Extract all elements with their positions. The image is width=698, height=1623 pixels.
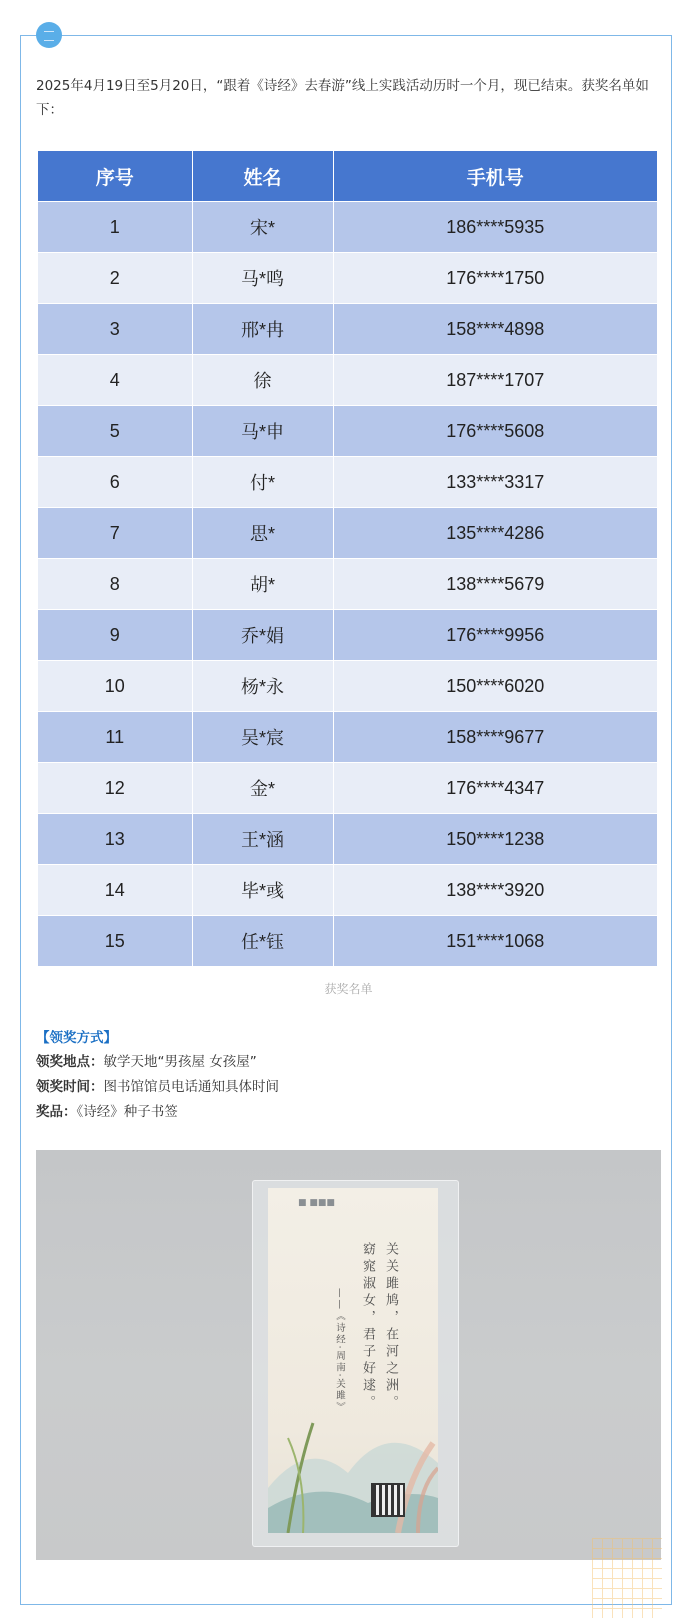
header-name: 姓名 xyxy=(192,151,333,202)
award-prize-value: 《诗经》种子书签 xyxy=(76,1104,178,1120)
cell-name: 胡* xyxy=(192,559,333,610)
cell-phone: 187****1707 xyxy=(333,355,657,406)
table-row xyxy=(38,457,657,508)
bookmark-poem-line2: 窈窕淑女，君子好逑。 xyxy=(360,1242,375,1412)
table-row xyxy=(38,559,657,610)
award-place-label: 领奖地点： xyxy=(36,1054,104,1070)
header-phone: 手机号 xyxy=(333,151,657,202)
cell-index: 2 xyxy=(38,253,192,304)
table-header-row xyxy=(38,151,657,202)
cell-index: 9 xyxy=(38,610,192,661)
award-time xyxy=(36,1075,279,1095)
cell-index: 10 xyxy=(38,661,192,712)
award-prize-label: 奖品： xyxy=(36,1104,77,1120)
cell-name: 毕*彧 xyxy=(192,865,333,916)
table-row xyxy=(38,202,657,253)
cell-index: 8 xyxy=(38,559,192,610)
table-caption: 获奖名单 xyxy=(324,982,373,996)
table-row xyxy=(38,508,657,559)
cell-phone: 135****4286 xyxy=(333,508,657,559)
bookmark-card xyxy=(268,1188,438,1533)
table-row xyxy=(38,712,657,763)
header-index: 序号 xyxy=(38,151,192,202)
cell-phone: 176****9956 xyxy=(333,610,657,661)
bookmark-brand-mark: ■ ■■■ xyxy=(298,1198,335,1208)
bookmark-illustration xyxy=(268,1188,438,1533)
cell-index: 6 xyxy=(38,457,192,508)
table-row xyxy=(38,406,657,457)
cell-index: 15 xyxy=(38,916,192,967)
corner-grid-decoration xyxy=(592,1538,662,1618)
cell-name: 邢*冉 xyxy=(192,304,333,355)
cell-index: 5 xyxy=(38,406,192,457)
cell-phone: 176****5608 xyxy=(333,406,657,457)
corner-dot-icon xyxy=(36,22,62,48)
cell-phone: 138****5679 xyxy=(333,559,657,610)
qr-code-icon xyxy=(371,1483,405,1517)
table-row xyxy=(38,916,657,967)
table-row xyxy=(38,814,657,865)
cell-name: 任*钰 xyxy=(192,916,333,967)
winner-table xyxy=(38,151,657,967)
award-place xyxy=(36,1050,257,1070)
award-place-value: 敏学天地“男孩屋 女孩屋” xyxy=(103,1054,257,1070)
table-row xyxy=(38,661,657,712)
cell-phone: 150****1238 xyxy=(333,814,657,865)
cell-index: 1 xyxy=(38,202,192,253)
table-row xyxy=(38,304,657,355)
cell-index: 13 xyxy=(38,814,192,865)
cell-name: 马*申 xyxy=(192,406,333,457)
cell-index: 3 xyxy=(38,304,192,355)
award-time-label: 领奖时间： xyxy=(36,1079,104,1095)
award-time-value: 图书馆馆员电话通知具体时间 xyxy=(103,1079,279,1095)
table-row xyxy=(38,355,657,406)
cell-name: 付* xyxy=(192,457,333,508)
cell-index: 11 xyxy=(38,712,192,763)
cell-index: 4 xyxy=(38,355,192,406)
bookmark-photo xyxy=(36,1150,661,1560)
cell-phone: 150****6020 xyxy=(333,661,657,712)
award-section-title: 【领奖方式】 xyxy=(36,1030,117,1046)
award-prize xyxy=(36,1100,178,1120)
cell-index: 12 xyxy=(38,763,192,814)
cell-phone: 151****1068 xyxy=(333,916,657,967)
cell-name: 徐 xyxy=(192,355,333,406)
cell-name: 王*涵 xyxy=(192,814,333,865)
cell-name: 杨*永 xyxy=(192,661,333,712)
cell-index: 7 xyxy=(38,508,192,559)
cell-name: 吴*宸 xyxy=(192,712,333,763)
bookmark-poem-line1: 关关雎鸠，在河之洲。 xyxy=(383,1242,398,1412)
cell-name: 宋* xyxy=(192,202,333,253)
cell-phone: 133****3317 xyxy=(333,457,657,508)
cell-phone: 186****5935 xyxy=(333,202,657,253)
cell-name: 金* xyxy=(192,763,333,814)
cell-name: 乔*娟 xyxy=(192,610,333,661)
table-row xyxy=(38,253,657,304)
cell-phone: 158****4898 xyxy=(333,304,657,355)
cell-phone: 138****3920 xyxy=(333,865,657,916)
cell-name: 思* xyxy=(192,508,333,559)
table-row xyxy=(38,763,657,814)
cell-phone: 176****1750 xyxy=(333,253,657,304)
bookmark-poem-source: ——《诗经·周南·关雎》 xyxy=(334,1288,345,1414)
table-row xyxy=(38,865,657,916)
cell-phone: 158****9677 xyxy=(333,712,657,763)
cell-index: 14 xyxy=(38,865,192,916)
cell-name: 马*鸣 xyxy=(192,253,333,304)
intro-paragraph: 2025年4月19日至5月20日，“跟着《诗经》去春游”线上实践活动历时一个月，现已结束。获奖名单如下： xyxy=(36,78,649,118)
cell-phone: 176****4347 xyxy=(333,763,657,814)
table-row xyxy=(38,610,657,661)
